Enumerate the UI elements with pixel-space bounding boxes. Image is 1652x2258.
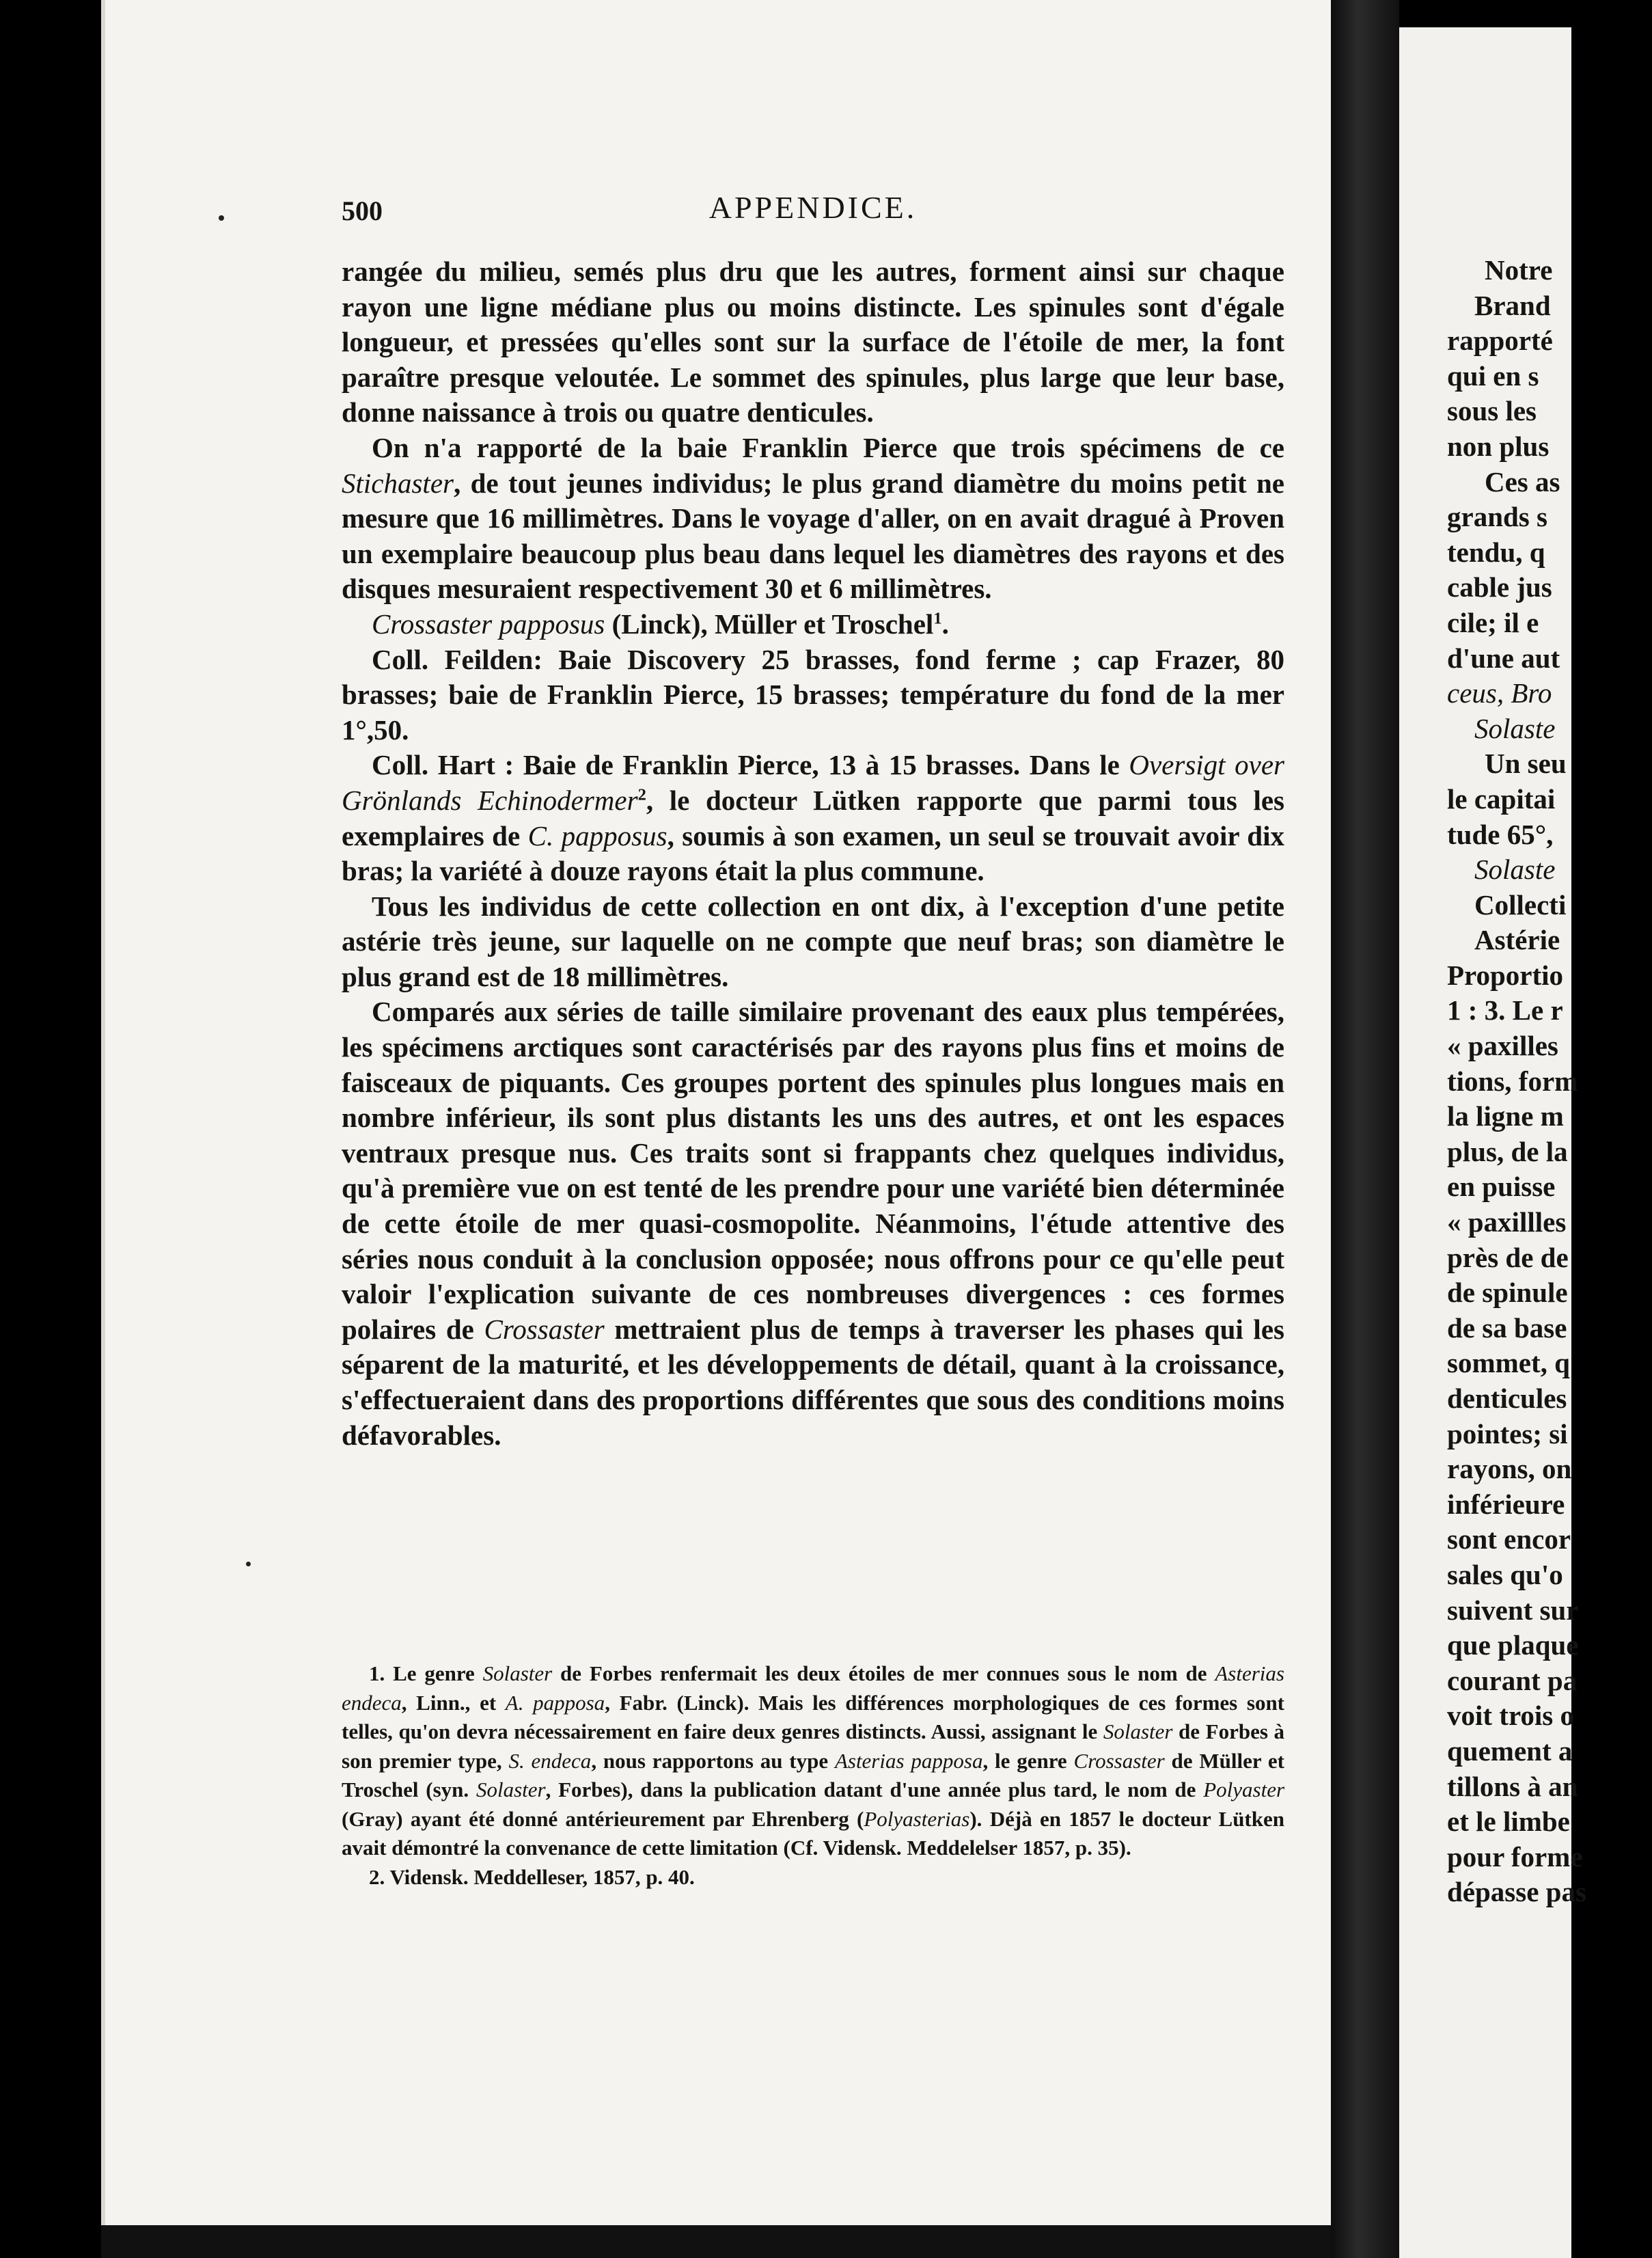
right-page-line: de sa base — [1447, 1311, 1567, 1344]
paragraph: Tous les individus de cette collection en ont dix, à l'exception d'une petite astérie très jeune, sur laquelle on ne compte que neuf bras; son diamètre le plus grand est de 18 millimètres. — [342, 890, 1284, 992]
body-text — [342, 254, 1284, 1453]
right-page-line: et le limbe — [1447, 1806, 1570, 1838]
right-page-line: en puisse — [1447, 1171, 1556, 1203]
right-page-line: cable jus — [1447, 571, 1552, 603]
footnote-ref[interactable]: 2 — [637, 785, 646, 804]
right-page-line: que plaque — [1447, 1629, 1579, 1661]
right-page-line: dépasse pas — [1447, 1876, 1586, 1908]
right-page-line: tendu, q — [1447, 536, 1545, 568]
right-page-line: quement a — [1447, 1735, 1573, 1767]
footnote-ref[interactable]: 1 — [933, 609, 942, 628]
right-page-line: Astérie — [1474, 924, 1560, 956]
page-number: 500 — [342, 195, 383, 226]
right-page-line: rapporté — [1447, 325, 1553, 357]
right-page-line: voit trois o — [1447, 1700, 1575, 1732]
page-header — [342, 188, 1284, 236]
right-page-line: pointes; si — [1447, 1417, 1568, 1450]
right-page-line: sont encor — [1447, 1523, 1571, 1555]
right-page-line: « paxilles — [1447, 1030, 1558, 1062]
footnote-2: 2. Vidensk. Meddelleser, 1857, p. 40. — [369, 1864, 695, 1889]
species-heading: Crossaster papposus (Linck), Müller et Troschel$^1$. — [372, 608, 949, 640]
paragraph: rangée du milieu, semés plus dru que les autres, forment ainsi sur chaque rayon une ligne médiane plus ou moins distincte. Les spinules sont d'égale longueur, et pressées qu'elles sont sur la surface de l'étoile de mer, la font paraître presque veloutée. Le sommet des spinules, plus large que leur base, donne naissance à trois ou quatre denticules. — [342, 256, 1285, 429]
right-page-line: Un seu — [1485, 748, 1567, 780]
paragraph: Comparés aux séries de taille similaire provenant des eaux plus tempérées, les spécimens arctiques sont caractérisés par des rayons plus fins et moins de faisceaux de piquants. Ces groupes portent des spinules plus longues mais en nombre inférieur, ils sont plus distants les uns des autres, et ont les espaces ventraux presque nus. Ces traits sont si frappants chez quelques individus, qu'à première vue on est tenté de les prendre pour une variété bien déterminée de cette étoile de mer quasi-cosmopolite. Néanmoins, l'étude attentive des séries nous conduit à la conclusion opposée; nous offrons pour ce qu'elle peut valoir l'explication suivante de ces nombreuses divergences : ces formes polaires de Crossaster mettraient plus de temps à traverser les phases qui les séparent de la maturité, et les développements de détail, quant à la croissance, s'effectueraient dans des proportions différentes que sous des conditions moins défavorables. — [342, 996, 1284, 1451]
right-page-line: 1 : 3. Le r — [1447, 994, 1563, 1026]
right-page-line: sales qu'o — [1447, 1558, 1563, 1590]
right-page-line: suivent sur — [1447, 1594, 1579, 1626]
right-page-line: inférieure — [1447, 1488, 1565, 1520]
right-page-line: d'une aut — [1447, 642, 1560, 674]
right-page-line: courant pa — [1447, 1664, 1578, 1696]
paragraph: Coll. Hart : Baie de Franklin Pierce, 13 à 15 brasses. Dans le Oversigt over Grönlands Echinodermer$^2$, le docteur Lütken rapporte que parmi tous les exemplaires de C. papposus, soumis à son examen, un seul se trouvait avoir dix bras; la variété à douze rayons était la plus commune. — [342, 749, 1284, 887]
right-page-text — [1447, 253, 1652, 1910]
right-page-fragment — [1399, 27, 1586, 2258]
right-page-line: plus, de la — [1447, 1135, 1568, 1167]
right-page-line: grands s — [1447, 501, 1547, 533]
book-gutter — [1331, 0, 1399, 2258]
right-page-line: Collecti — [1474, 888, 1567, 921]
right-page-line: de spinule — [1447, 1277, 1568, 1309]
right-page-line: Ces as — [1485, 465, 1560, 498]
right-page-line: denticules — [1447, 1383, 1567, 1414]
right-page-line: sous les — [1447, 395, 1537, 427]
scan-border — [101, 2225, 1331, 2258]
paragraph: Coll. Feilden: Baie Discovery 25 brasses, fond ferme ; cap Frazer, 80 brasses; baie de Franklin Pierce, 15 brasses; température du fond de la mer 1°,50. — [342, 643, 1284, 746]
right-page-line: Notre — [1485, 254, 1553, 286]
right-page-line: Proportio — [1447, 959, 1564, 991]
right-page-line: ceus, Bro — [1447, 677, 1552, 709]
running-head: APPENDICE. — [708, 190, 918, 225]
right-page-line: pour forme — [1447, 1840, 1583, 1873]
right-page-line: Solaste — [1474, 854, 1556, 886]
right-page-line: le capitai — [1447, 783, 1556, 815]
right-page-line: la ligne m — [1447, 1100, 1564, 1132]
right-page-line: cile; il e — [1447, 606, 1539, 638]
right-page-line: Solaste — [1474, 712, 1556, 744]
right-page-line: près de de — [1447, 1241, 1569, 1273]
ink-speck — [219, 215, 224, 221]
right-page-line: qui en s — [1447, 359, 1539, 392]
footnotes — [342, 1659, 1284, 1892]
right-page-line: sommet, q — [1447, 1347, 1570, 1379]
paragraph: On n'a rapporté de la baie Franklin Pierce que trois spécimens de ce Stichaster, de tout jeunes individus; le plus grand diamètre du moins petit ne mesure que 16 millimètres. Dans le voyage d'aller, on en avait dragué à Proven un exemplaire beaucoup plus beau dans lequel les diamètres des rayons et des disques mesuraient respectivement 30 et 6 millimètres. — [342, 431, 1284, 605]
right-page-line: tions, form — [1447, 1065, 1578, 1097]
right-page-line: tillons à an — [1447, 1770, 1578, 1802]
right-page-line: « paxillles — [1447, 1206, 1567, 1238]
right-page-line: rayons, on — [1447, 1453, 1572, 1485]
right-page-line: non plus — [1447, 430, 1550, 462]
footnote-1: 1. Le genre Solaster de Forbes renfermait les deux étoiles de mer connues sous le nom de Asterias endeca, Linn., et A. papposa, Fabr. (Linck). Mais les différences morphologiques de ces formes sont telles, qu'on devra nécessairement en faire deux genres distincts. Aussi, assignant le Solaster de Forbes à son premier type, S. endeca, nous rapportons au type Asterias papposa, le genre Crossaster de Müller et Troschel (syn. Solaster, Forbes), dans la publication datant d'une année plus tard, le nom de Polyaster (Gray) ayant été donné antérieurement par Ehrenberg (Polyasterias). Déjà en 1857 le docteur Lütken avait démontré la convenance de cette limitation (Cf. Vidensk. Meddelelser 1857, p. 35). — [342, 1661, 1285, 1860]
right-page-line: Brand — [1474, 289, 1551, 321]
right-page-line: tude 65°, — [1447, 818, 1554, 850]
ink-speck — [246, 1562, 251, 1566]
